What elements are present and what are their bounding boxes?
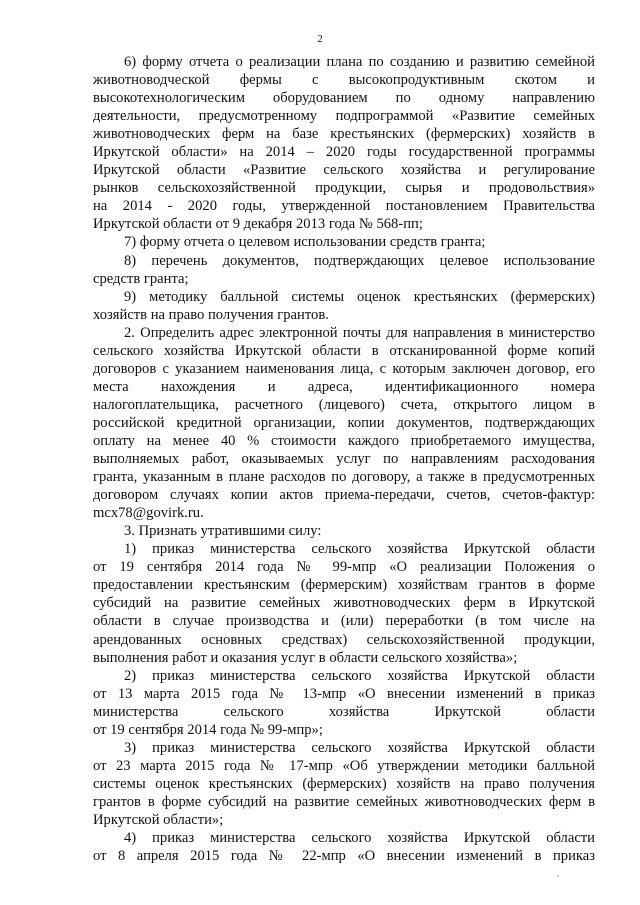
text-line: mcx78@govirk.ru.: [93, 505, 204, 522]
text-line: грантов в форме субсидий на развитие семейных животноводческих ферм в: [93, 793, 595, 810]
text-line: оплату на менее 40 % стоимости каждого приобретаемого имущества,: [93, 432, 595, 449]
text-line: министерства сельского хозяйства Иркутской области: [93, 703, 595, 720]
text-line: на 2014 - 2020 годы, утвержденной постановлением Правительства: [93, 198, 595, 215]
text-line: 1) приказ министерства сельского хозяйства Иркутской области: [124, 541, 595, 558]
text-line: хозяйств на право получения грантов.: [93, 306, 329, 323]
text-line: 3. Признать утратившими силу:: [124, 523, 322, 540]
text-line: 8) перечень документов, подтверждающих целевое использование: [124, 252, 595, 269]
page-number: 2: [317, 33, 323, 45]
text-line: 9) методику балльной системы оценок крестьянских (фермерских): [124, 288, 595, 305]
text-line: 2) приказ министерства сельского хозяйства Иркутской области: [124, 667, 595, 684]
text-line: 3) приказ министерства сельского хозяйства Иркутской области: [124, 739, 595, 756]
text-line: от 23 марта 2015 года № 17-мпр «Об утверждении методики балльной: [93, 757, 595, 774]
text-line: от 13 марта 2015 года № 13-мпр «О внесении изменений в приказ: [93, 685, 595, 702]
text-line: гранта, указанным в плане расходов по договору, а также в предусмотренных: [93, 469, 595, 486]
text-line: арендованных основных средствах) сельскохозяйственной продукции,: [93, 631, 595, 648]
text-line: животноводческой фермы с высокопродуктивным скотом и: [93, 72, 595, 89]
text-line: 4) приказ министерства сельского хозяйства Иркутской области: [124, 830, 595, 847]
text-line: области в случае производства и (или) переработки (в том числе на: [93, 613, 595, 630]
text-line: сельского хозяйства Иркутской области в отсканированной форме копий: [93, 342, 595, 359]
text-line: договором случаях копии актов приема-передачи, счетов, счетов-фактур:: [93, 487, 595, 504]
text-line: системы оценок крестьянских (фермерских) хозяйств на право получения: [93, 775, 595, 792]
text-line: деятельности, предусмотренному подпрограммой «Развитие семейных: [93, 108, 595, 125]
text-line: российской кредитной организации, копии документов, подтверждающих: [93, 414, 595, 431]
text-line: Иркутской области от 9 декабря 2013 года № 568-пп;: [93, 216, 423, 233]
text-line: 2. Определить адрес электронной почты для направления в министерство: [124, 324, 595, 341]
text-line: места нахождения и адреса, идентификационного номера: [93, 378, 595, 395]
text-line: Иркутской области «Развитие сельского хозяйства и регулирование: [93, 162, 595, 179]
scan-speck: [557, 875, 559, 877]
text-line: предоставлении крестьянским (фермерским) хозяйствам грантов в форме: [93, 577, 595, 594]
text-line: от 19 сентября 2014 года № 99-мпр»;: [93, 721, 323, 738]
text-line: Иркутской области»;: [93, 811, 224, 828]
text-line: Иркутской области» на 2014 – 2020 годы государственной программы: [93, 144, 595, 161]
text-line: налогоплательщика, расчетного (лицевого) счета, открытого лицом в: [93, 396, 595, 413]
text-line: 7) форму отчета о целевом использовании средств гранта;: [124, 234, 486, 251]
text-line: рынков сельскохозяйственной продукции, сырья и продовольствия»: [93, 180, 595, 197]
text-line: от 8 апреля 2015 года № 22-мпр «О внесении изменений в приказ: [93, 848, 595, 865]
text-line: договоров с указанием наименования лица, с которым заключен договор, его: [93, 360, 595, 377]
text-line: высокотехнологическим оборудованием по одному направлению: [93, 90, 595, 107]
text-line: 6) форму отчета о реализации плана по созданию и развитию семейной: [124, 54, 595, 70]
text-line: от 19 сентября 2014 года № 99-мпр «О реализации Положения о: [93, 559, 595, 576]
document-body: [93, 53, 595, 865]
text-line: животноводческих ферм на базе крестьянских (фермерских) хозяйств в: [93, 126, 595, 143]
text-line: субсидий на развитие семейных животноводческих ферм в Иркутской: [93, 595, 595, 612]
text-line: выполняемых работ, оказываемых услуг по направлениям расходования: [93, 451, 595, 468]
text-line: средств гранта;: [93, 270, 189, 287]
text-line: выполнения работ и оказания услуг в области сельского хозяйства»;: [93, 649, 518, 666]
